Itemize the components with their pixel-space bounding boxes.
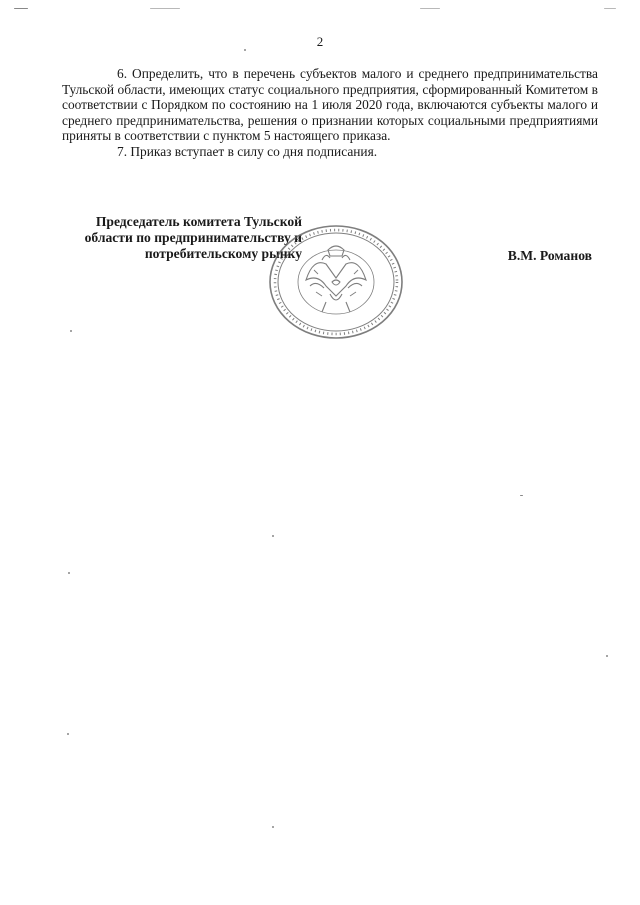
paragraph-6: 6. Определить, что в перечень субъектов малого и среднего предпринимательства Тульской области, имеющих статус социального предприятия, сформированный Комитетом в соответствии с Порядком по состоянию на 1 июля 2020 года, включаются субъекты малого и среднего предпринимательства, решения о признании которых социальными предприятиями приняты в соответствии с пунктом 5 настоящего приказа. [62,66,598,144]
paragraph-7: 7. Приказ вступает в силу со дня подписания. [117,143,378,159]
position-line-3: потребительскому рынку [144,246,302,261]
double-headed-eagle-seal-icon [266,222,406,342]
signatory-name: В.М. Романов [507,248,592,263]
position-line-2: области по предпринимательству и [84,230,302,245]
document-body [62,66,598,160]
position-line-1: Председатель комитета Тульской [95,214,302,229]
page-number: 2 [316,34,324,49]
